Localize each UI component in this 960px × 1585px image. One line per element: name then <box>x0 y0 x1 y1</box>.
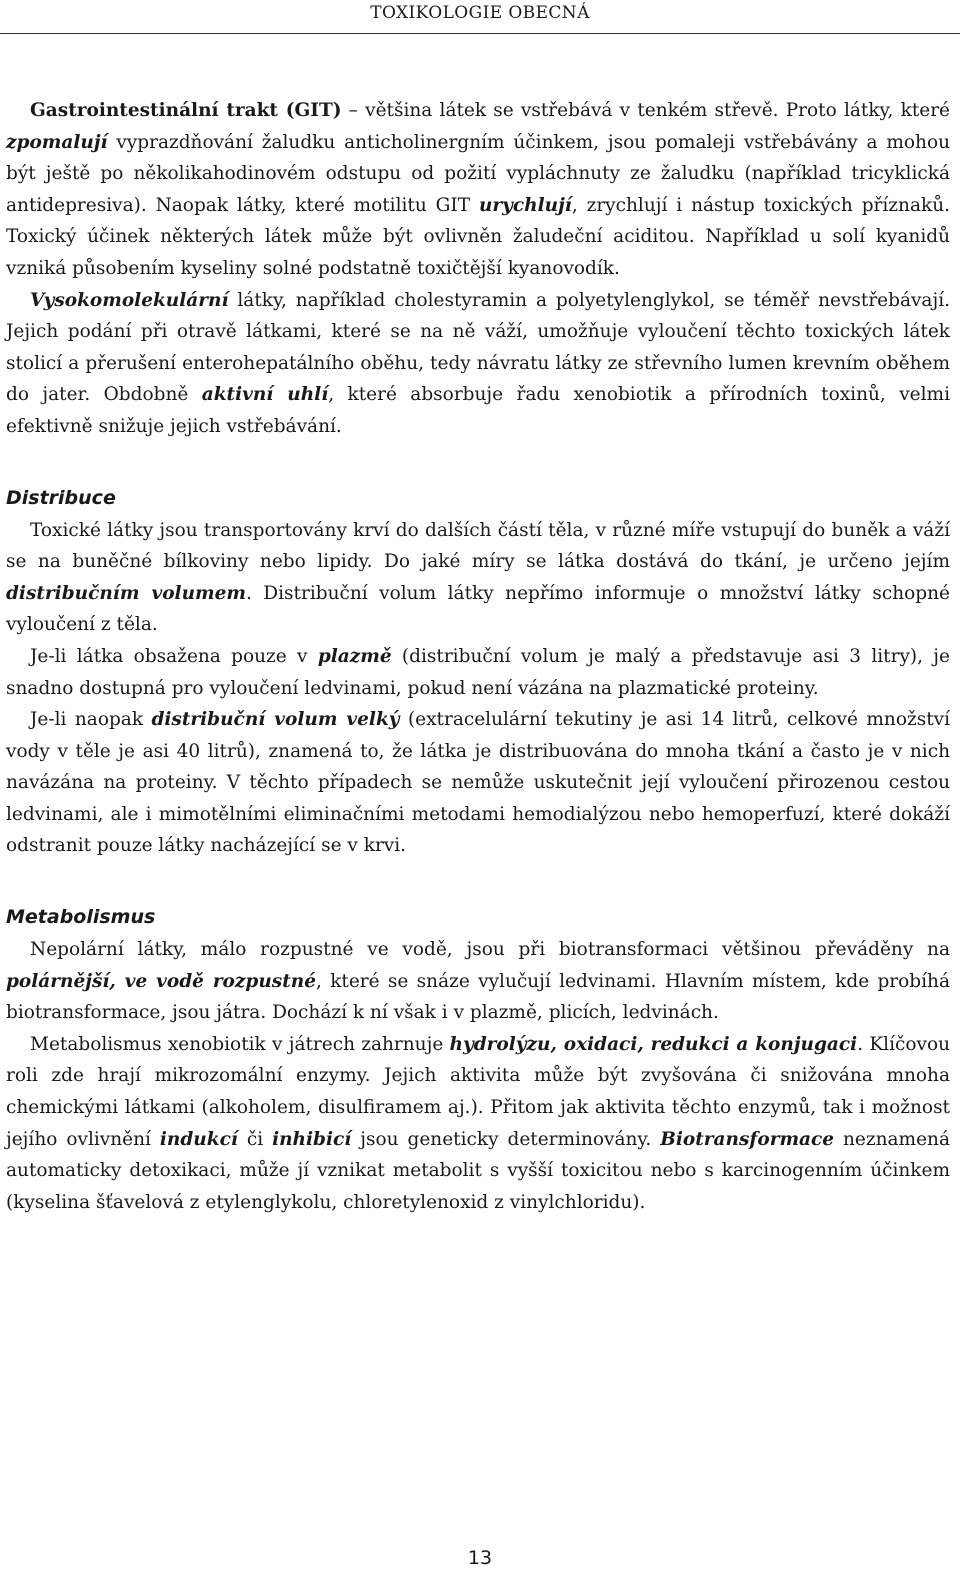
emphasis: distribuční volum velký <box>151 709 400 731</box>
paragraph-distribuce-1: Toxické látky jsou transportovány krví do dalších částí těla, v různé míře vstupují do buněk a váží se na buněčné bílkoviny nebo lipidy. Do jaké míry se látka dostává do tkání, je určeno jejím distribučním volumem. Distribuční volum látky nepřímo informuje o množství látky schopné vyloučení z těla. <box>6 519 950 636</box>
paragraph-git: Gastrointestinální trakt (GIT) – většina látek se vstřebává v tenkém střevě. Proto látky, které zpomalují vyprazdňování žaludku anticholinergním účinkem, jsou pomaleji vstřebávány a mohou být ještě po několikahodinovém odstupu od požití vypláchnuty ze žaludku (například tricyklická antidepresiva). Naopak látky, které motilitu GIT urychlují, zrychlují i nástup toxických příznaků. Toxický účinek některých látek může být ovlivněn žaludeční aciditou. Například u solí kyanidů vzniká působením kyseliny solné podstatně toxičtější kyanovodík. <box>6 100 951 279</box>
paragraph-distribuce-2: Je-li látka obsažena pouze v plazmě (distribuční volum je malý a představuje asi 3 litry), je snadno dostupná pro vyloučení ledvinami, pokud není vázána na plazmatické proteiny. <box>6 645 950 699</box>
term-git: Gastrointestinální trakt (GIT) <box>30 100 342 121</box>
page-content <box>6 95 950 1218</box>
emphasis: urychlují <box>478 194 572 216</box>
paragraph-vysokomolekularni: Vysokomolekulární látky, například cholestyramin a polyetylenglykol, se téměř nevstřebávají. Jejich podání při otravě látkami, které se na ně váží, umožňuje vyloučení těchto toxických látek stolicí a přerušení enterohepatálního oběhu, tedy návratu látky ze střevního lumen krevním oběhem do jater. Obdobně aktivní uhlí, které absorbuje řadu xenobiotik a přírodních toxinů, velmi efektivně snižuje jejich vstřebávání. <box>6 289 950 437</box>
emphasis: Biotransformace <box>660 1128 835 1150</box>
running-head <box>0 0 960 34</box>
emphasis: polárnější, ve vodě rozpustné <box>6 970 316 992</box>
emphasis: inhibicí <box>272 1128 352 1150</box>
paragraph-metabolismus-1: Nepolární látky, málo rozpustné ve vodě, jsou při biotransformaci většinou převáděny na polárnější, ve vodě rozpustné, které se snáze vylučují ledvinami. Hlavním místem, kde probíhá biotransformace, jsou játra. Dochází k ní však i v plazmě, plicích, ledvinách. <box>6 939 950 1024</box>
heading-metabolismus: Metabolismus <box>6 906 156 929</box>
page-number: 13 <box>467 1547 493 1569</box>
heading-distribuce: Distribuce <box>6 486 116 509</box>
emphasis: aktivní uhlí <box>201 384 329 406</box>
emphasis: Vysokomolekulární <box>30 289 229 311</box>
paragraph-metabolismus-2: Metabolismus xenobiotik v játrech zahrnuje hydrolýzu, oxidaci, redukci a konjugaci. Klíčovou roli zde hrají mikrozomální enzymy. Jejich aktivita může být zvyšována či snižována mnoha chemickými látkami (alkoholem, disulfiramem aj.). Přitom jak aktivita těchto enzymů, tak i možnost jejího ovlivnění indukcí či inhibicí jsou geneticky determinovány. Biotransformace neznamená automaticky detoxikaci, může jí vznikat metabolit s vyšší toxicitou nebo s karcinogenním účinkem (kyselina šťavelová z etylenglykolu, chloretylenoxid z vinylchloridu). <box>6 1033 950 1213</box>
emphasis: zpomalují <box>6 131 108 153</box>
running-title: TOXIKOLOGIE OBECNÁ <box>370 3 590 23</box>
emphasis: plazmě <box>317 645 392 667</box>
emphasis: distribučním volumem <box>6 582 246 604</box>
emphasis: indukcí <box>159 1128 238 1150</box>
paragraph-distribuce-3: Je-li naopak distribuční volum velký (extracelulární tekutiny je asi 14 litrů, celkové množství vody v těle je asi 40 litrů), znamená to, že látka je distribuována do mnoha tkání a často je v nich navázána na proteiny. V těchto případech se nemůže uskutečnit její vyloučení přirozenou cestou ledvinami, ale i mimotělními eliminačními metodami hemodialýzou nebo hemoperfuzí, které dokáží odstranit pouze látky nacházející se v krvi. <box>6 709 951 857</box>
emphasis: hydrolýzu, oxidaci, redukci a konjugaci <box>449 1033 858 1055</box>
